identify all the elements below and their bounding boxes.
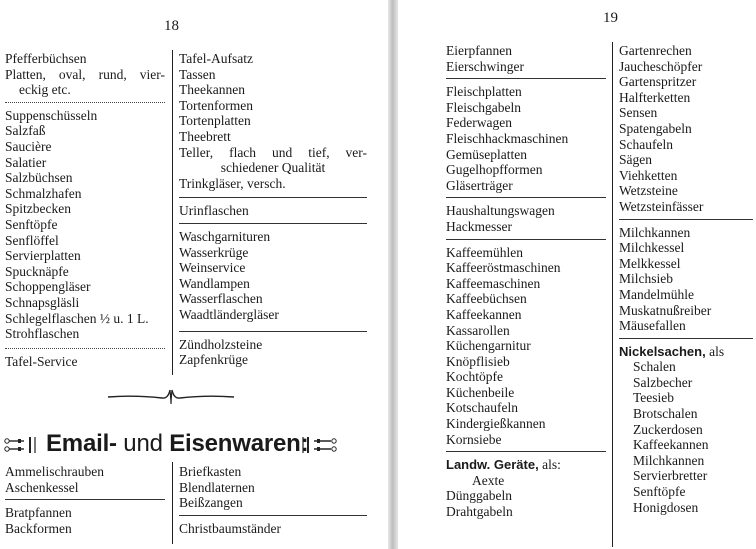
left-col-2 — [179, 51, 367, 368]
column-rule — [612, 42, 613, 547]
list-item: Zuckerdosen — [633, 421, 703, 437]
list-item: Kaffeebüchsen — [446, 291, 527, 307]
list-item: Theekannen — [179, 82, 245, 98]
list-item: Trinkgläser, versch. — [179, 175, 286, 191]
ornament-right-icon — [300, 437, 338, 453]
left-bottom-col-1 — [5, 464, 165, 536]
list-item: Tassen — [179, 66, 216, 82]
list-item: Eierschwinger — [446, 58, 524, 74]
list-item: Waadtländergläser — [179, 306, 279, 322]
list-item: Senftöpfe — [633, 484, 686, 500]
left-col-1 — [5, 51, 165, 369]
list-item: Gartenspritzer — [619, 74, 697, 90]
list-item: Gemüseplatten — [446, 146, 527, 162]
list-item: Jaucheschöpfer — [619, 58, 703, 74]
list-item: Tortenplatten — [179, 113, 251, 129]
list-item: Aexte — [472, 472, 505, 488]
list-item: Wetzsteine — [619, 183, 678, 199]
list-item: Gugelhopfformen — [446, 162, 543, 178]
list-item: Kornsiebe — [446, 431, 502, 447]
list-item: Federwagen — [446, 115, 512, 131]
divider — [179, 331, 367, 332]
list-item: Salzbecher — [633, 374, 693, 390]
list-item — [619, 344, 753, 360]
list-item: Wasserflaschen — [179, 291, 263, 307]
divider — [5, 102, 165, 103]
list-item: Spitzbecken — [5, 201, 71, 217]
list-item: Zapfenkrüge — [179, 352, 248, 368]
list-item: Wandlampen — [179, 275, 250, 291]
list-item: Kaffeemaschinen — [446, 275, 541, 291]
list-item: Theebrett — [179, 128, 231, 144]
page-number: 19 — [603, 10, 618, 26]
list-item: Brotschalen — [633, 406, 698, 422]
list-item: Kaffeeröstmaschinen — [446, 260, 561, 276]
list-item: Servierbretter — [633, 468, 708, 484]
list-item: Wetzsteinfässer — [619, 198, 704, 214]
list-item: Schlegelflaschen ½ u. 1 L. — [5, 310, 149, 326]
group-heading-suffix: als — [709, 343, 725, 359]
list-item: Schmalzhafen — [5, 185, 82, 201]
list-item: Tortenformen — [179, 97, 254, 113]
divider — [179, 515, 367, 516]
list-item: eckig etc. — [19, 82, 71, 98]
list-item: Kochtöpfe — [446, 369, 503, 385]
list-item: Schalen — [633, 359, 676, 375]
list-item: Drahtgabeln — [446, 504, 513, 520]
list-item: Fleischhackmaschinen — [446, 130, 569, 146]
list-item: Sensen — [619, 105, 658, 121]
list-item: Schaufeln — [619, 136, 673, 152]
list-item: Aschenkessel — [5, 479, 79, 495]
list-item: Muskatnußreiber — [619, 302, 712, 318]
list-item: Schnapsgläsli — [5, 294, 80, 310]
list-item: Knöpflisieb — [446, 353, 510, 369]
list-item: Honigdosen — [633, 499, 699, 515]
flourish-ornament — [106, 386, 236, 406]
list-item: Tafel-Service — [5, 353, 78, 369]
list-item: Salzbüchsen — [5, 170, 73, 186]
list-item: Gartenrechen — [619, 43, 692, 58]
list-item: Kindergießkannen — [446, 416, 546, 432]
list-item: Urinflaschen — [179, 203, 249, 219]
list-item: Milchkannen — [633, 452, 705, 468]
divider — [179, 197, 367, 198]
group-heading: Landw. Geräte, — [446, 457, 539, 473]
list-item: Weinservice — [179, 260, 246, 276]
list-item: Milchkannen — [619, 224, 691, 240]
heading-part-2: und — [123, 430, 163, 457]
list-item: Suppenschüsseln — [5, 107, 98, 123]
section-heading — [0, 428, 390, 460]
list-item: Kassarollen — [446, 322, 510, 338]
list-item: Teesieb — [633, 390, 675, 406]
list-item: Viehketten — [619, 167, 678, 183]
list-item: Kotschaufeln — [446, 400, 518, 416]
group-heading-suffix: als: — [542, 457, 561, 473]
group-heading: Nickelsachen, — [619, 343, 706, 359]
list-item: Servierplatten — [5, 248, 81, 264]
list-item: Mandelmühle — [619, 286, 694, 302]
divider — [5, 348, 165, 349]
list-item: Fleischgabeln — [446, 99, 521, 115]
list-item — [446, 457, 606, 473]
list-item: Salatier — [5, 154, 47, 170]
right-col-2 — [619, 43, 753, 515]
list-item: Senflöffel — [5, 232, 59, 248]
divider — [179, 223, 367, 224]
column-rule — [172, 50, 173, 375]
right-col-1 — [446, 43, 606, 520]
list-item: Christbaumständer — [179, 520, 281, 536]
list-item: Platten, oval, rund, vier- — [5, 66, 165, 82]
list-item: Teller, flach und tief, ver- — [179, 144, 367, 160]
list-item: Eierpfannen — [446, 43, 512, 58]
left-bottom-col-2 — [179, 464, 367, 536]
list-item: Wasserkrüge — [179, 244, 249, 260]
divider — [446, 197, 606, 198]
list-item: Halfterketten — [619, 89, 691, 105]
divider — [5, 499, 165, 500]
list-item: Dünggabeln — [446, 488, 512, 504]
list-item: Kaffeekannen — [633, 437, 709, 453]
divider — [446, 451, 606, 452]
list-item: Briefkasten — [179, 464, 242, 479]
list-item: Sägen — [619, 152, 652, 168]
list-item: Blendlaternen — [179, 479, 255, 495]
list-item: Spucknäpfe — [5, 263, 69, 279]
list-item: Backformen — [5, 520, 72, 536]
ornament-left-icon — [4, 437, 40, 453]
divider — [446, 78, 606, 79]
list-item: Küchenbeile — [446, 384, 515, 400]
page-number: 18 — [164, 18, 179, 34]
list-item: schiedener Qualität — [220, 160, 326, 176]
list-item: Salzfaß — [5, 123, 46, 139]
list-item: Kaffeemühlen — [446, 244, 523, 260]
list-item: Milchsieb — [619, 271, 673, 287]
divider — [446, 239, 606, 240]
list-item: Milchkessel — [619, 240, 685, 256]
book-gutter — [388, 0, 398, 549]
list-item: Tafel-Aufsatz — [179, 51, 254, 66]
list-item: Melkkessel — [619, 255, 681, 271]
heading-title — [46, 428, 309, 460]
list-item: Gläserträger — [446, 177, 513, 193]
list-item: Küchengarnitur — [446, 338, 531, 354]
list-item: Hackmesser — [446, 218, 512, 234]
heading-part-1: Email- — [46, 430, 117, 457]
column-rule — [172, 462, 173, 544]
list-item: Bratpfannen — [5, 505, 72, 521]
list-item: Haushaltungswagen — [446, 203, 555, 219]
list-item: Kaffeekannen — [446, 306, 522, 322]
list-item: Zündholzsteine — [179, 336, 263, 352]
list-item: Strohflaschen — [5, 326, 80, 342]
list-item: Fleischplatten — [446, 84, 522, 100]
list-item: Schoppengläser — [5, 279, 91, 295]
list-item: Waschgarnituren — [179, 228, 271, 244]
divider — [619, 219, 753, 220]
list-item: Senftöpfe — [5, 216, 58, 232]
list-item: Mäusefallen — [619, 318, 686, 334]
list-item: Spatengabeln — [619, 120, 692, 136]
list-item: Saucière — [5, 138, 52, 154]
list-item: Beißzangen — [179, 495, 243, 511]
heading-part-3: Eisenwaren: — [169, 430, 309, 457]
divider — [619, 338, 753, 339]
right-page — [398, 0, 756, 549]
list-item: Ammelischrauben — [5, 464, 104, 479]
list-item: Pfefferbüchsen — [5, 51, 87, 66]
